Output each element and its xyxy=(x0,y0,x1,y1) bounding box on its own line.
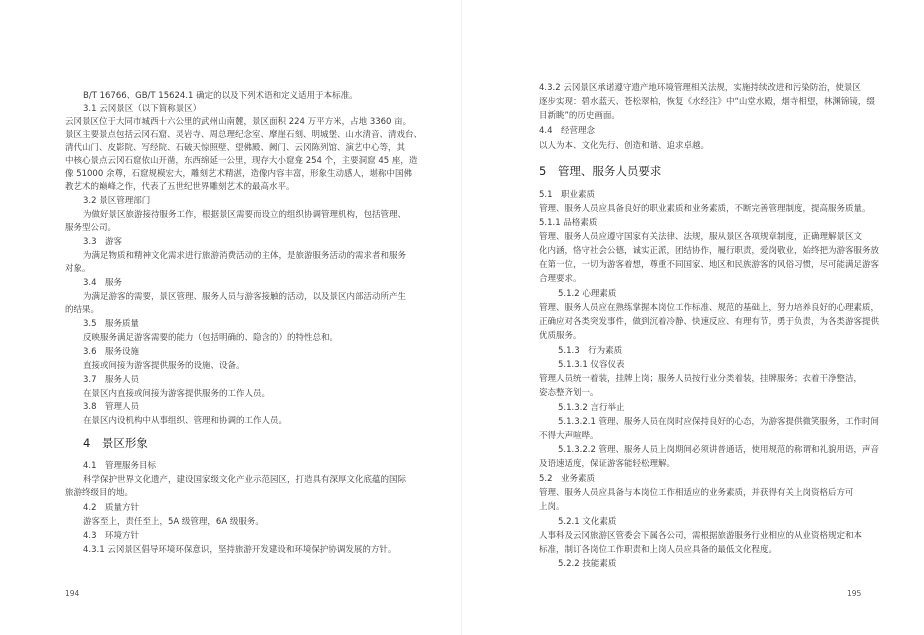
text-line: 以人为本、文化先行、创造和谐、追求卓越。 xyxy=(539,141,710,151)
text-line: 正确应对各类突发事件，做到沉着冷静、快速反应、有理有节，勇于负责，为各类游客提供 xyxy=(539,317,880,327)
text-line: 反映服务满足游客需要的能力（包括明确的、隐含的）的特性总和。 xyxy=(83,333,339,343)
text-line: 为满足物质和精神文化需求进行旅游消费活动的主体，是旅游服务活动的需求者和服务 xyxy=(83,251,407,261)
text-line: 4.2 质量方针 xyxy=(83,503,140,513)
text-line: 中核心景点云冈石窟依山开凿，东西绵延一公里，现存大小窟龛 254 个，主要洞窟 45 座，造 xyxy=(65,156,418,166)
text-line: 管理、服务人员应具备良好的职业素质和业务素质，不断完善管理制度，提高服务质量。 xyxy=(539,204,871,214)
text-line: 3.2 景区管理部门 xyxy=(83,196,151,206)
text-line: 合理要求。 xyxy=(539,274,582,284)
text-line: 管理、服务人员应遵守国家有关法律、法规，服从景区各项规章制度，正确理解景区文 xyxy=(539,232,863,242)
text-line: 对象。 xyxy=(65,264,91,274)
text-line: 3.1 云冈景区（以下简称景区） xyxy=(83,104,202,114)
text-line: 4.3 环境方针 xyxy=(83,531,140,541)
text-line: 在景区内设机构中从事组织、管理和协调的工作人员。 xyxy=(83,416,288,426)
text-line: 5.1.3.2.1 管理、服务人员在岗时应保持良好的心态，为游客提供微笑服务，工作时间 xyxy=(558,417,880,427)
text-line: 5.1 职业素质 xyxy=(539,190,596,200)
text-line: 5.1.3.1 仪容仪表 xyxy=(558,360,625,370)
text-line: 目新眺”的历史画面。 xyxy=(539,111,620,121)
text-line: 云冈景区位于大同市城西十六公里的武州山南麓，景区面积 224 万平方米，占地 3360 亩。 xyxy=(65,117,412,127)
text-line: 在第一位，一切为游客着想，尊重不同国家、地区和民族游客的风俗习惯，尽可能满足游客 xyxy=(539,260,880,270)
text-line: 3.5 服务质量 xyxy=(83,319,140,329)
text-line: B/T 16766、GB/T 15624.1 确定的以及下列术语和定义适用于本标准。 xyxy=(83,91,358,101)
text-line: 教艺术的巅峰之作，代表了五世纪世界雕刻艺术的最高水平。 xyxy=(65,182,295,192)
text-line: 5.1.2 心理素质 xyxy=(558,289,617,299)
section-heading: 5 管理、服务人员要求 xyxy=(539,164,662,178)
text-line: 5.1.3.2.2 管理、服务人员上岗期间必须讲普通话，使用规范的称谓和礼貌用语，声音 xyxy=(558,445,880,455)
text-line: 直接或间接为游客提供服务的设施、设备。 xyxy=(83,361,245,371)
text-line: 为做好景区旅游接待服务工作，根据景区需要而设立的组织协调管理机构，包括管理、 xyxy=(83,210,407,220)
text-line: 5.1.3.2 言行举止 xyxy=(558,403,625,413)
text-line: 4.1 管理服务目标 xyxy=(83,461,157,471)
text-line: 景区主要景点包括云冈石窟、灵岩寺、周总理纪念室、摩崖石刻、明城堡、山水清音、清戏台、 xyxy=(65,130,423,140)
text-line: 5.1.3 行为素质 xyxy=(558,346,623,356)
text-line: 管理、服务人员应具备与本岗位工作相适应的业务素质，并获得有关上岗资格后方可 xyxy=(539,488,854,498)
text-line: 3.7 服务人员 xyxy=(83,375,140,385)
text-line: 逐步实现：碧水蓝天、苍松翠柏，恢复《水经注》中“山堂水殿，烟寺相望，林渊锦镜，缀 xyxy=(539,97,875,107)
text-line: 在景区内直接或间接为游客提供服务的工作人员。 xyxy=(83,389,271,399)
text-line: 旅游终级目的地。 xyxy=(65,488,134,498)
page-number: 195 xyxy=(847,589,862,598)
text-line: 管理、服务人员应在熟练掌握本岗位工作标准、规范的基础上，努力培养良好的心理素质， xyxy=(539,303,880,313)
text-line: 3.3 游客 xyxy=(83,237,123,247)
text-line: 5.2.2 技能素质 xyxy=(558,559,617,569)
text-line: 标准，制订各岗位工作职责和上岗人员应具备的最低文化程度。 xyxy=(539,545,778,555)
text-line: 科学保护世界文化遗产，建设国家级文化产业示范园区，打造具有深厚文化底蕴的国际 xyxy=(83,475,407,485)
text-line: 3.6 服务设施 xyxy=(83,347,140,357)
text-line: 3.4 服务 xyxy=(83,278,123,288)
text-line: 像 51000 余尊，石窟规模宏大，雕刻艺术精湛，造像内容丰富，形象生动感人，堪称中国佛 xyxy=(65,169,412,179)
text-line: 姿态整齐划一。 xyxy=(539,388,599,398)
right-page xyxy=(462,0,924,635)
text-line: 5.1.1 品格素质 xyxy=(539,218,598,228)
text-line: 3.8 管理人员 xyxy=(83,402,140,412)
text-line: 及语速适度，保证游客能轻松理解。 xyxy=(539,459,676,469)
text-line: 服务型公司。 xyxy=(65,223,117,233)
text-line: 为满足游客的需要，景区管理、服务人员与游客接触的活动，以及景区内部活动所产生 xyxy=(83,292,407,302)
text-line: 5.2.1 文化素质 xyxy=(558,517,617,527)
text-line: 优质服务。 xyxy=(539,331,582,341)
text-line: 不得大声喧哗。 xyxy=(539,431,599,441)
text-line: 4.3.1 云冈景区倡导环境环保意识，坚持旅游开发建设和环境保护协调发展的方针。 xyxy=(83,545,397,555)
text-line: 游客至上，责任至上，5A 级管理，6A 级服务。 xyxy=(83,517,264,527)
text-line: 4.4 经营理念 xyxy=(539,126,596,136)
text-line: 的结果。 xyxy=(65,305,100,315)
text-line: 4.3.2 云冈景区承诺遵守遗产地环境管理相关法规，实施持续改进和污染防治，使景区 xyxy=(539,83,861,93)
text-line: 上岗。 xyxy=(539,502,565,512)
text-line: 清代山门、皮影院、写经院、石破天惊照壁、望佛殿、阙门、云冈陈列馆、演艺中心等，其 xyxy=(65,143,406,153)
section-heading: 4 景区形象 xyxy=(83,436,148,450)
text-line: 管理人员统一着装，挂牌上岗；服务人员按行业分类着装，挂牌服务；衣着干净整洁， xyxy=(539,374,863,384)
text-line: 5.2 业务素质 xyxy=(539,474,596,484)
text-line: 化内涵，恪守社会公德，诚实正派，团结协作，履行职责，爱岗敬业，始终把为游客服务放 xyxy=(539,246,880,256)
page-number: 194 xyxy=(65,589,80,598)
text-line: 人事科及云冈旅游区管委会下属各公司，需根据旅游服务行业相应的从业资格规定和本 xyxy=(539,531,863,541)
